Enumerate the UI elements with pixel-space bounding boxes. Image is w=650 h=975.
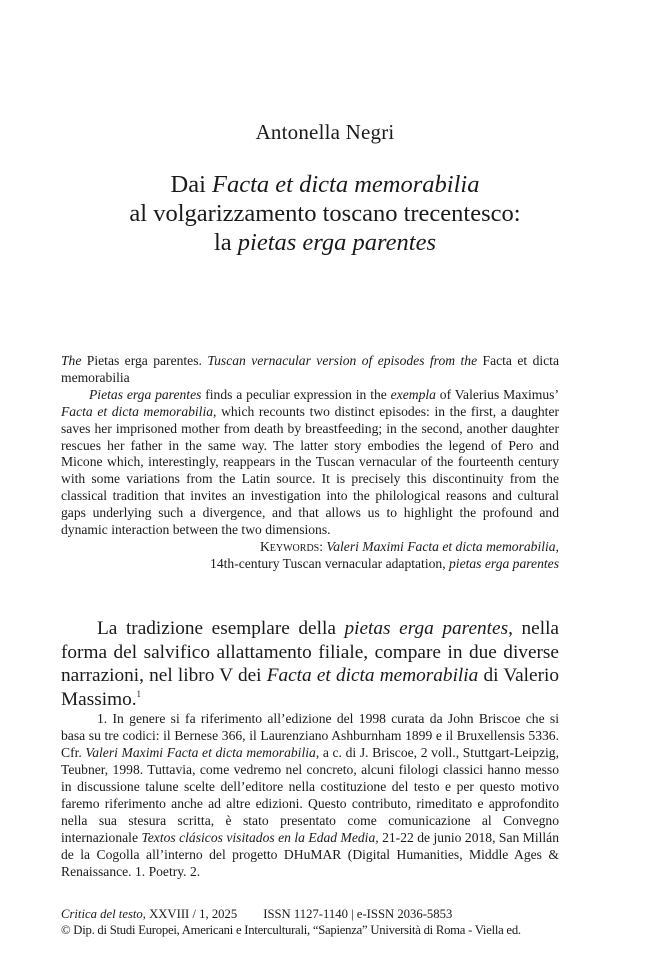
title-line-3: la pietas erga parentes	[213, 229, 437, 256]
footnote-1: 1. In genere si fa riferimento all’edizione del 1998 curata da John Briscoe che si basa su tre codici: il Bernese 366, il Laurenziano Ashburnham 1899 e il Bruxellensis 5336. Cfr. Valeri Maximi Facta et dicta memorabilia, a c. di J. Briscoe, 2 voll., Stuttgart-Leipzig, Teubner, 1998. Tuttavia, come vedremo nel concreto, alcuni filologi classici hanno messo in discussione talune scelte dell’editore nella costituzione del testo e per questo motivo faremo riferimento anche ad altre edizioni. Questo contributo, rimeditato e approfondito nella sua stesura scritta, è stato presentato come comunicazione al Convegno internazionale Textos clásicos visitados en la Edad Media, 21-22 de junio 2018, San Millán de la Cogolla all’interno del progetto DHuMAR (Digital Humanities, Middle Ages & Renaissance. 1. Poetry. 2.	[61, 711, 560, 879]
journal-name: Critica del testo	[61, 907, 143, 921]
author-name: Antonella Negri	[255, 120, 395, 144]
abstract	[61, 353, 559, 573]
copyright-line: © Dip. di Studi Europei, Americani e Interculturali, “Sapienza” Università di Roma - Viella ed.	[61, 923, 521, 937]
keywords-line-1: Keywords: Valeri Maximi Facta et dicta memorabilia,	[259, 538, 559, 554]
abstract-body: Pietas erga parentes finds a peculiar expression in the exempla of Valerius Maximus’ Facta et dicta memorabilia, which recounts two distinct episodes: in the first, a daughter saves her imprisoned mother from death by breastfeeding; in the second, another daughter rescues her father in the same way. The latter story embodies the legend of Pero and Micone which, interestingly, reappears in the Tuscan vernacular of the fourteenth century with some variations from the Latin source. It is precisely this discontinuity from the classical tradition that invites an investigation into the philological reasons and cultural gaps underlying such a divergence, and that allows us to highlight the profound and dynamic interaction between the two dimensions.	[61, 386, 560, 538]
footnote-reference[interactable]: 1	[136, 688, 142, 699]
colophon-journal-line: Critica del testo, XXVIII / 1, 2025 ISSN 1127-1140 | e-ISSN 2036-5853	[61, 907, 453, 921]
title-line-2: al volgarizzamento toscano trecentesco:	[129, 200, 521, 227]
title-line-1: Dai Facta et dicta memorabilia	[170, 171, 480, 198]
article-title	[0, 170, 650, 257]
abstract-heading: The Pietas erga parentes. Tuscan vernacular version of episodes from the Facta et dicta memorabilia	[61, 353, 559, 385]
intro-paragraph: La tradizione esemplare della pietas erga parentes, nella forma del salvifico allattamento filiale, compare in due diverse narrazioni, nel libro V dei Facta et dicta memorabilia di Valerio Massimo.$^1$	[61, 618, 559, 710]
keywords-line-2: 14th-century Tuscan vernacular adaptation, pietas erga parentes	[210, 555, 559, 571]
keywords-label: Keywords	[259, 538, 320, 554]
issn: ISSN 1127-1140 | e-ISSN 2036-5853	[263, 907, 453, 921]
colophon	[61, 906, 566, 938]
